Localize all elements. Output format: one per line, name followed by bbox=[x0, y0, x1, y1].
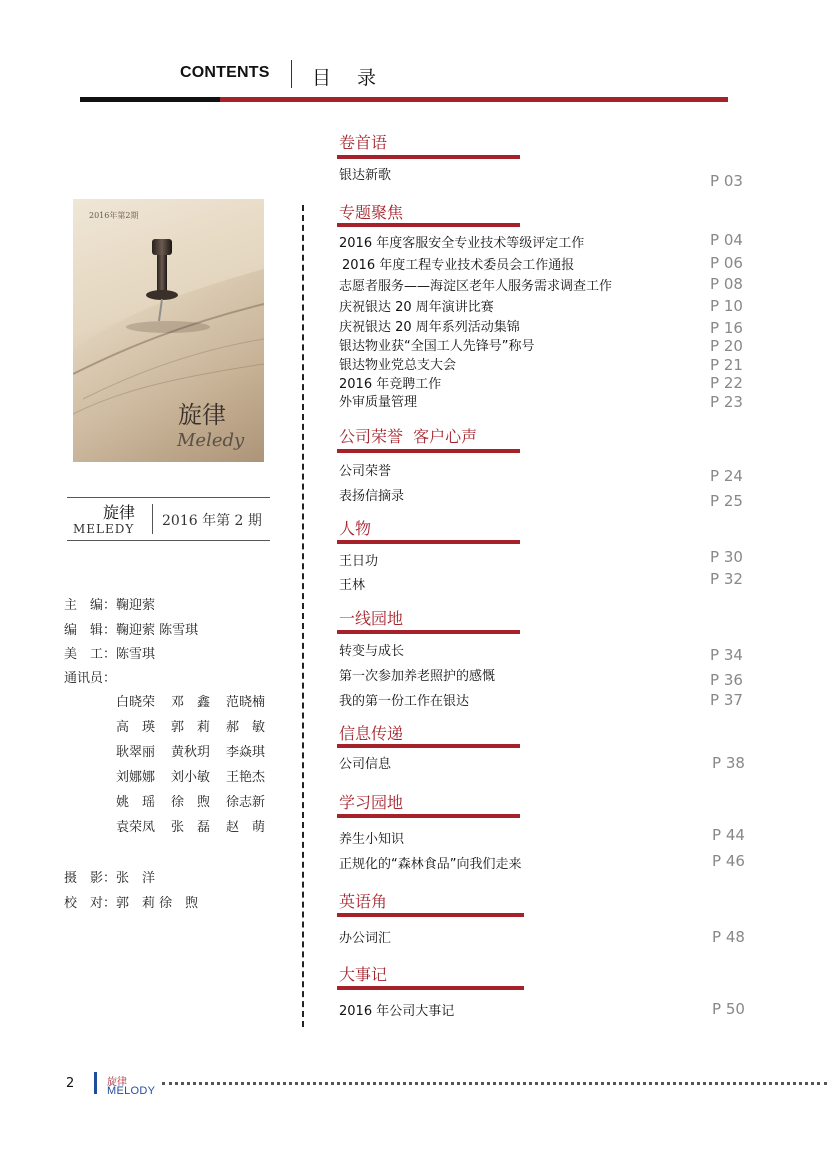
toc-page: P 50 bbox=[712, 1000, 745, 1018]
header-bar-black bbox=[80, 97, 220, 102]
correspondent-name: 范晓楠 bbox=[226, 695, 266, 710]
toc-item[interactable]: 表扬信摘录 bbox=[339, 489, 405, 504]
pushpin-illustration bbox=[73, 199, 264, 462]
section-title: 大事记 bbox=[339, 965, 388, 984]
toc-page: P 30 bbox=[710, 548, 743, 566]
section-underline bbox=[337, 913, 524, 917]
correspondent-name: 李焱琪 bbox=[226, 745, 266, 760]
toc-item[interactable]: 公司信息 bbox=[339, 757, 392, 772]
contents-heading-zh: 目 录 bbox=[312, 67, 387, 89]
correspondent-name: 张 磊 bbox=[171, 820, 211, 835]
toc-item[interactable]: 办公词汇 bbox=[339, 931, 392, 946]
section-underline bbox=[337, 155, 520, 159]
issue-rule-bottom bbox=[67, 540, 270, 541]
toc-item[interactable]: 转变与成长 bbox=[339, 644, 405, 659]
toc-item[interactable]: 银达物业党总支大会 bbox=[339, 358, 457, 373]
section-underline bbox=[337, 630, 520, 634]
header-divider bbox=[291, 60, 292, 88]
toc-item[interactable]: 志愿者服务——海淀区老年人服务需求调查工作 bbox=[339, 279, 613, 294]
correspondent-name: 王艳杰 bbox=[226, 770, 266, 785]
contents-heading-en: CONTENTS bbox=[180, 64, 270, 81]
toc-page: P 10 bbox=[710, 297, 743, 315]
correspondent-name: 郭 莉 bbox=[171, 720, 211, 735]
toc-item[interactable]: 2016 年公司大事记 bbox=[339, 1004, 455, 1019]
issue-divider bbox=[152, 504, 153, 534]
correspondent-name: 袁荣凤 bbox=[116, 820, 156, 835]
issue-number: 2016 年第 2 期 bbox=[162, 513, 262, 529]
correspondent-name: 白晓荣 bbox=[116, 695, 156, 710]
toc-page: P 34 bbox=[710, 646, 743, 664]
footer-brand-zh: 旋律 bbox=[107, 1077, 127, 1088]
section-underline bbox=[337, 814, 520, 818]
toc-item[interactable]: 王日功 bbox=[339, 554, 379, 569]
toc-page: P 24 bbox=[710, 467, 743, 485]
correspondent-name: 郝 敏 bbox=[226, 720, 266, 735]
toc-page: P 16 bbox=[710, 319, 743, 337]
staff-photo: 摄 影：张 洋 bbox=[64, 871, 156, 886]
section-title: 卷首语 bbox=[339, 133, 388, 152]
cover-issue-tag: 2016年第2期 bbox=[89, 211, 139, 220]
correspondent-name: 刘小敏 bbox=[171, 770, 211, 785]
magazine-name-zh: 旋律 bbox=[103, 503, 136, 522]
section-title: 公司荣誉 客户心声 bbox=[339, 427, 478, 446]
toc-item[interactable]: 庆祝银达 20 周年演讲比赛 bbox=[339, 300, 494, 315]
toc-item[interactable]: 2016 年度工程专业技术委员会工作通报 bbox=[342, 258, 575, 273]
staff-editing: 编 辑：鞠迎萦 陈雪琪 bbox=[64, 623, 199, 638]
correspondent-name: 高 瑛 bbox=[116, 720, 156, 735]
column-divider bbox=[302, 205, 304, 1027]
toc-item[interactable]: 庆祝银达 20 周年系列活动集锦 bbox=[339, 320, 520, 335]
toc-page: P 36 bbox=[710, 671, 743, 689]
toc-item[interactable]: 养生小知识 bbox=[339, 832, 405, 847]
toc-item[interactable]: 银达物业获“全国工人先锋号”称号 bbox=[339, 339, 535, 354]
toc-item[interactable]: 2016 年度客服安全专业技术等级评定工作 bbox=[339, 236, 585, 251]
staff-proofread: 校 对：郭 莉 徐 煦 bbox=[64, 896, 199, 911]
correspondent-name: 黄秋玥 bbox=[171, 745, 211, 760]
toc-page: P 25 bbox=[710, 492, 743, 510]
section-underline bbox=[337, 986, 524, 990]
toc-item[interactable]: 公司荣誉 bbox=[339, 464, 392, 479]
toc-item[interactable]: 王林 bbox=[339, 578, 366, 593]
correspondent-name: 姚 瑶 bbox=[116, 795, 156, 810]
cover-title: 旋律 bbox=[178, 401, 226, 429]
section-underline bbox=[337, 449, 520, 453]
toc-page: P 48 bbox=[712, 928, 745, 946]
toc-item[interactable]: 正规化的“森林食品”向我们走来 bbox=[339, 857, 522, 872]
staff-art: 美 工：陈雪琪 bbox=[64, 647, 156, 662]
toc-item[interactable]: 第一次参加养老照护的感慨 bbox=[339, 669, 496, 684]
magazine-name-en: MELEDY bbox=[73, 522, 135, 536]
section-underline bbox=[337, 744, 520, 748]
section-title: 学习园地 bbox=[339, 793, 404, 812]
section-title: 专题聚焦 bbox=[339, 203, 404, 222]
correspondent-name: 邓 鑫 bbox=[171, 695, 211, 710]
section-title: 人物 bbox=[339, 519, 372, 538]
staff-correspondents-label: 通讯员： bbox=[64, 671, 117, 686]
cover-title-en: Meledy bbox=[177, 430, 245, 451]
toc-item[interactable]: 我的第一份工作在银达 bbox=[339, 694, 470, 709]
toc-page: P 20 bbox=[710, 337, 743, 355]
toc-page: P 32 bbox=[710, 570, 743, 588]
correspondent-name: 刘娜娜 bbox=[116, 770, 156, 785]
toc-page: P 37 bbox=[710, 691, 743, 709]
toc-item[interactable]: 外审质量管理 bbox=[339, 395, 418, 410]
toc-page: P 46 bbox=[712, 852, 745, 870]
page-number: 2 bbox=[66, 1076, 75, 1091]
toc-page: P 04 bbox=[710, 231, 743, 249]
toc-page: P 22 bbox=[710, 374, 743, 392]
footer-brand-en: MELODY bbox=[107, 1085, 156, 1097]
section-underline bbox=[337, 540, 520, 544]
cover-image bbox=[73, 199, 264, 462]
toc-page: P 44 bbox=[712, 826, 745, 844]
correspondent-name: 耿翠丽 bbox=[116, 745, 156, 760]
toc-page: P 21 bbox=[710, 356, 743, 374]
issue-rule-top bbox=[67, 497, 270, 498]
toc-page: P 38 bbox=[712, 754, 745, 772]
header-bar-red bbox=[220, 97, 728, 102]
staff-editor: 主 编：鞠迎萦 bbox=[64, 598, 156, 613]
footer-accent-bar bbox=[94, 1072, 97, 1094]
section-title: 信息传递 bbox=[339, 724, 404, 743]
toc-item[interactable]: 银达新歌 bbox=[339, 168, 392, 183]
correspondent-name: 徐 煦 bbox=[171, 795, 211, 810]
toc-page: P 03 bbox=[710, 172, 743, 190]
toc-item[interactable]: 2016 年竞聘工作 bbox=[339, 377, 442, 392]
footer-dotted-rule bbox=[162, 1082, 827, 1085]
toc-page: P 23 bbox=[710, 393, 743, 411]
correspondent-name: 赵 萌 bbox=[226, 820, 266, 835]
section-underline bbox=[337, 223, 520, 227]
section-title: 一线园地 bbox=[339, 609, 404, 628]
toc-page: P 08 bbox=[710, 275, 743, 293]
section-title: 英语角 bbox=[339, 892, 388, 911]
toc-page: P 06 bbox=[710, 254, 743, 272]
correspondent-name: 徐志新 bbox=[226, 795, 266, 810]
